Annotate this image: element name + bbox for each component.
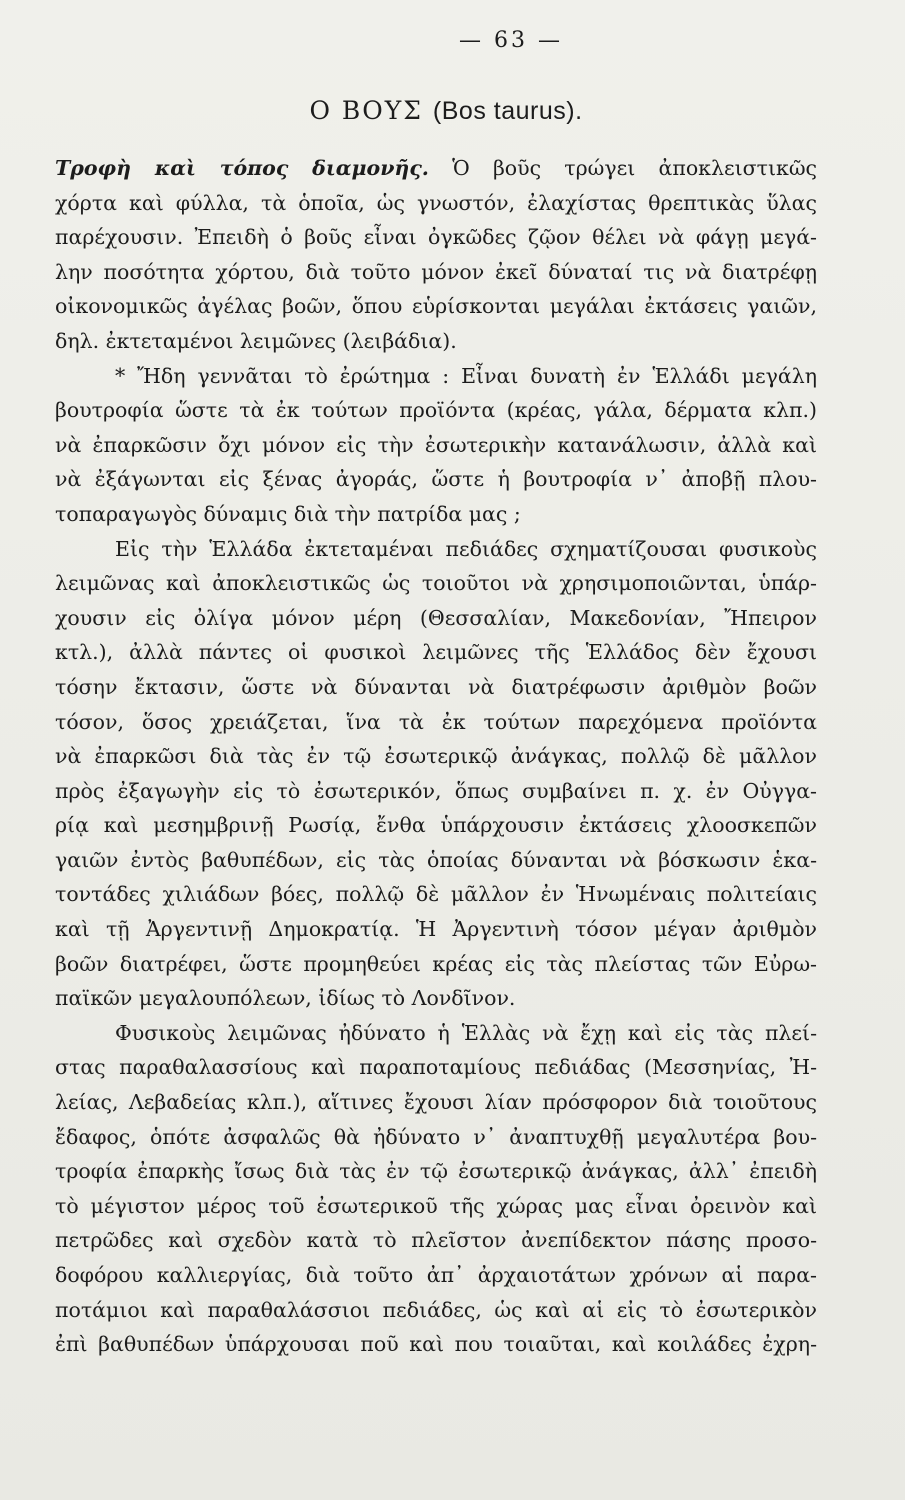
line-text: τοπαραγωγὸς δύναμις διὰ τὴν πατρίδα μας ; (55, 501, 521, 526)
line-text: Ὁ βοῦς τρώγει ἀποκλειστικῶς (428, 156, 817, 180)
line-text: χόρτα καὶ φύλλα, τὰ ὁποῖα, ὡς γνωστόν, ἐλαχίστας θρεπτικὰς ὕλας (55, 190, 817, 215)
line-text: τὸ μέγιστον μέρος τοῦ ἐσωτερικοῦ τῆς χώρας μας εἶναι ὀρεινὸν καὶ (55, 1193, 817, 1218)
line-text: ἔδαφος, ὁπότε ἀσφαλῶς θὰ ἠδύνατο ν᾽ ἀναπτυχθῇ μεγαλυτέρα βου- (55, 1124, 817, 1149)
text-line (55, 1258, 817, 1293)
body-text (55, 151, 817, 1362)
text-line (55, 1293, 817, 1328)
text-line (55, 1327, 817, 1362)
title-greek: Ο ΒΟΥΣ (309, 96, 423, 125)
line-text: οἰκονομικῶς ἀγέλας βοῶν, ὅπου εὑρίσκονται μεγάλαι ἐκτάσεις γαιῶν, (55, 294, 817, 319)
line-text: παρέχουσιν. Ἐπειδὴ ὁ βοῦς εἶναι ὀγκῶδες ζῷον θέλει νὰ φάγῃ μεγά- (55, 225, 817, 250)
text-line (55, 739, 817, 774)
text-line (55, 220, 817, 255)
line-text: τοντάδες χιλιάδων βόες, πολλῷ δὲ μᾶλλον ἐν Ἡνωμέναις πολιτείαις (55, 882, 817, 907)
line-text: νὰ ἐξάγωνται εἰς ξένας ἀγοράς, ὥστε ἡ βουτροφία ν᾽ ἀποβῇ πλου- (55, 467, 817, 492)
line-text: ἐπὶ βαθυπέδων ὑπάρχουσαι ποῦ καὶ που τοιαῦται, καὶ κοιλάδες ἐχρη- (55, 1332, 817, 1357)
line-text: χουσιν εἰς ὀλίγα μόνον μέρη (Θεσσαλίαν, Μακεδονίαν, Ἤπειρον (55, 605, 817, 630)
text-line (55, 1050, 817, 1085)
text-line (55, 255, 817, 290)
line-text: λειμῶνας καὶ ἀποκλειστικῶς ὡς τοιοῦτοι νὰ χρησιμοποιῶνται, ὑπάρ- (55, 571, 817, 596)
line-text: δηλ. ἐκτεταμένοι λειμῶνες (λειβάδια). (55, 328, 457, 353)
title-latin: (Bos taurus). (432, 97, 583, 125)
text-line (55, 428, 817, 463)
line-text: ποτάμιοι καὶ παραθαλάσσιοι πεδιάδες, ὡς καὶ αἱ εἰς τὸ ἐσωτερικὸν (55, 1297, 817, 1322)
text-line (55, 393, 817, 428)
text-line (55, 566, 817, 601)
line-text: Φυσικοὺς λειμῶνας ἠδύνατο ἡ Ἑλλὰς νὰ ἔχῃ καὶ εἰς τὰς πλεί- (115, 1020, 817, 1045)
text-line (55, 1223, 817, 1258)
text-line (55, 912, 817, 947)
text-line (55, 601, 817, 636)
line-text: καὶ τῇ Ἀργεντινῇ Δημοκρατίᾳ. Ἡ Ἀργεντινὴ τόσον μέγαν ἀριθμὸν (55, 917, 817, 942)
text-line (55, 1189, 817, 1224)
text-line (55, 705, 817, 740)
text-line (55, 808, 817, 843)
line-text: πετρῶδες καὶ σχεδὸν κατὰ τὸ πλεῖστον ἀνεπίδεκτον πάσης προσο- (55, 1228, 817, 1253)
line-text: τόσην ἔκτασιν, ὥστε νὰ δύνανται νὰ διατρέφωσιν ἀριθμὸν βοῶν (55, 674, 817, 699)
text-line (55, 289, 817, 324)
text-line (55, 497, 817, 532)
line-text: ρίᾳ καὶ μεσημβρινῇ Ρωσίᾳ, ἔνθα ὑπάρχουσιν ἐκτάσεις χλοοσκεπῶν (55, 813, 817, 838)
text-line (55, 1085, 817, 1120)
page-title (75, 96, 817, 132)
line-text: * Ἤδη γεννᾶται τὸ ἐρώτημα : Εἶναι δυνατὴ ἐν Ἑλλάδι μεγάλη (115, 363, 817, 388)
text-line (55, 359, 817, 394)
text-line (55, 151, 817, 186)
text-line (55, 877, 817, 912)
line-text: πρὸς ἐξαγωγὴν εἰς τὸ ἐσωτερικόν, ὅπως συμβαίνει π. χ. ἐν Οὐγγα- (55, 778, 817, 803)
text-line (55, 532, 817, 567)
line-text: βοῶν διατρέφει, ὥστε προμηθεύει κρέας εἰς τὰς πλείστας τῶν Εὐρω- (55, 951, 817, 976)
line-text: λην ποσότητα χόρτου, διὰ τοῦτο μόνον ἐκεῖ δύναταί τις νὰ διατρέφῃ (55, 259, 817, 284)
line-text: τροφία ἐπαρκὴς ἴσως διὰ τὰς ἐν τῷ ἐσωτερικῷ ἀνάγκας, ἀλλ᾽ ἐπειδὴ (55, 1159, 817, 1184)
section-heading: Τροφὴ καὶ τόπος διαμονῆς. (55, 156, 429, 180)
line-text: γαιῶν ἐντὸς βαθυπέδων, εἰς τὰς ὁποίας δύνανται νὰ βόσκωσιν ἑκα- (55, 847, 817, 872)
text-line (55, 843, 817, 878)
text-line (55, 462, 817, 497)
line-text: νὰ ἐπαρκῶσιν ὄχι μόνον εἰς τὴν ἐσωτερικὴν κατανάλωσιν, ἀλλὰ καὶ (55, 432, 817, 457)
text-line (55, 635, 817, 670)
line-text: στας παραθαλασσίους καὶ παραποταμίους πεδιάδας (Μεσσηνίας, Ἠ- (55, 1055, 817, 1080)
text-line (55, 981, 817, 1016)
line-text: λείας, Λεβαδείας κλπ.), αἵτινες ἔχουσι λίαν πρόσφορον διὰ τοιοῦτους (55, 1090, 817, 1115)
line-text: δοφόρου καλλιεργίας, διὰ τοῦτο ἀπ᾽ ἀρχαιοτάτων χρόνων αἱ παρα- (55, 1263, 817, 1287)
text-line (55, 670, 817, 705)
text-line (55, 1016, 817, 1051)
line-text: Εἰς τὴν Ἑλλάδα ἐκτεταμέναι πεδιάδες σχηματίζουσαι φυσικοὺς (115, 536, 817, 561)
text-line (55, 1120, 817, 1155)
text-line (55, 1154, 817, 1189)
text-line (55, 774, 817, 809)
line-text: βουτροφία ὥστε τὰ ἐκ τούτων προϊόντα (κρέας, γάλα, δέρματα κλπ.) (55, 398, 817, 423)
text-line (55, 947, 817, 982)
line-text: νὰ ἐπαρκῶσι διὰ τὰς ἐν τῷ ἐσωτερικῷ ἀνάγκας, πολλῷ δὲ μᾶλλον (55, 744, 817, 769)
text-line (55, 324, 817, 359)
line-text: κτλ.), ἀλλὰ πάντες οἱ φυσικοὶ λειμῶνες τῆς Ἑλλάδος δὲν ἔχουσι (55, 640, 817, 665)
line-text: τόσον, ὅσος χρειάζεται, ἵνα τὰ ἐκ τούτων παρεχόμενα προϊόντα (55, 709, 817, 734)
line-text: παϊκῶν μεγαλουπόλεων, ἰδίως τὸ Λονδῖνον. (55, 986, 516, 1011)
text-line (55, 186, 817, 221)
page-number: — 63 — (459, 28, 563, 53)
